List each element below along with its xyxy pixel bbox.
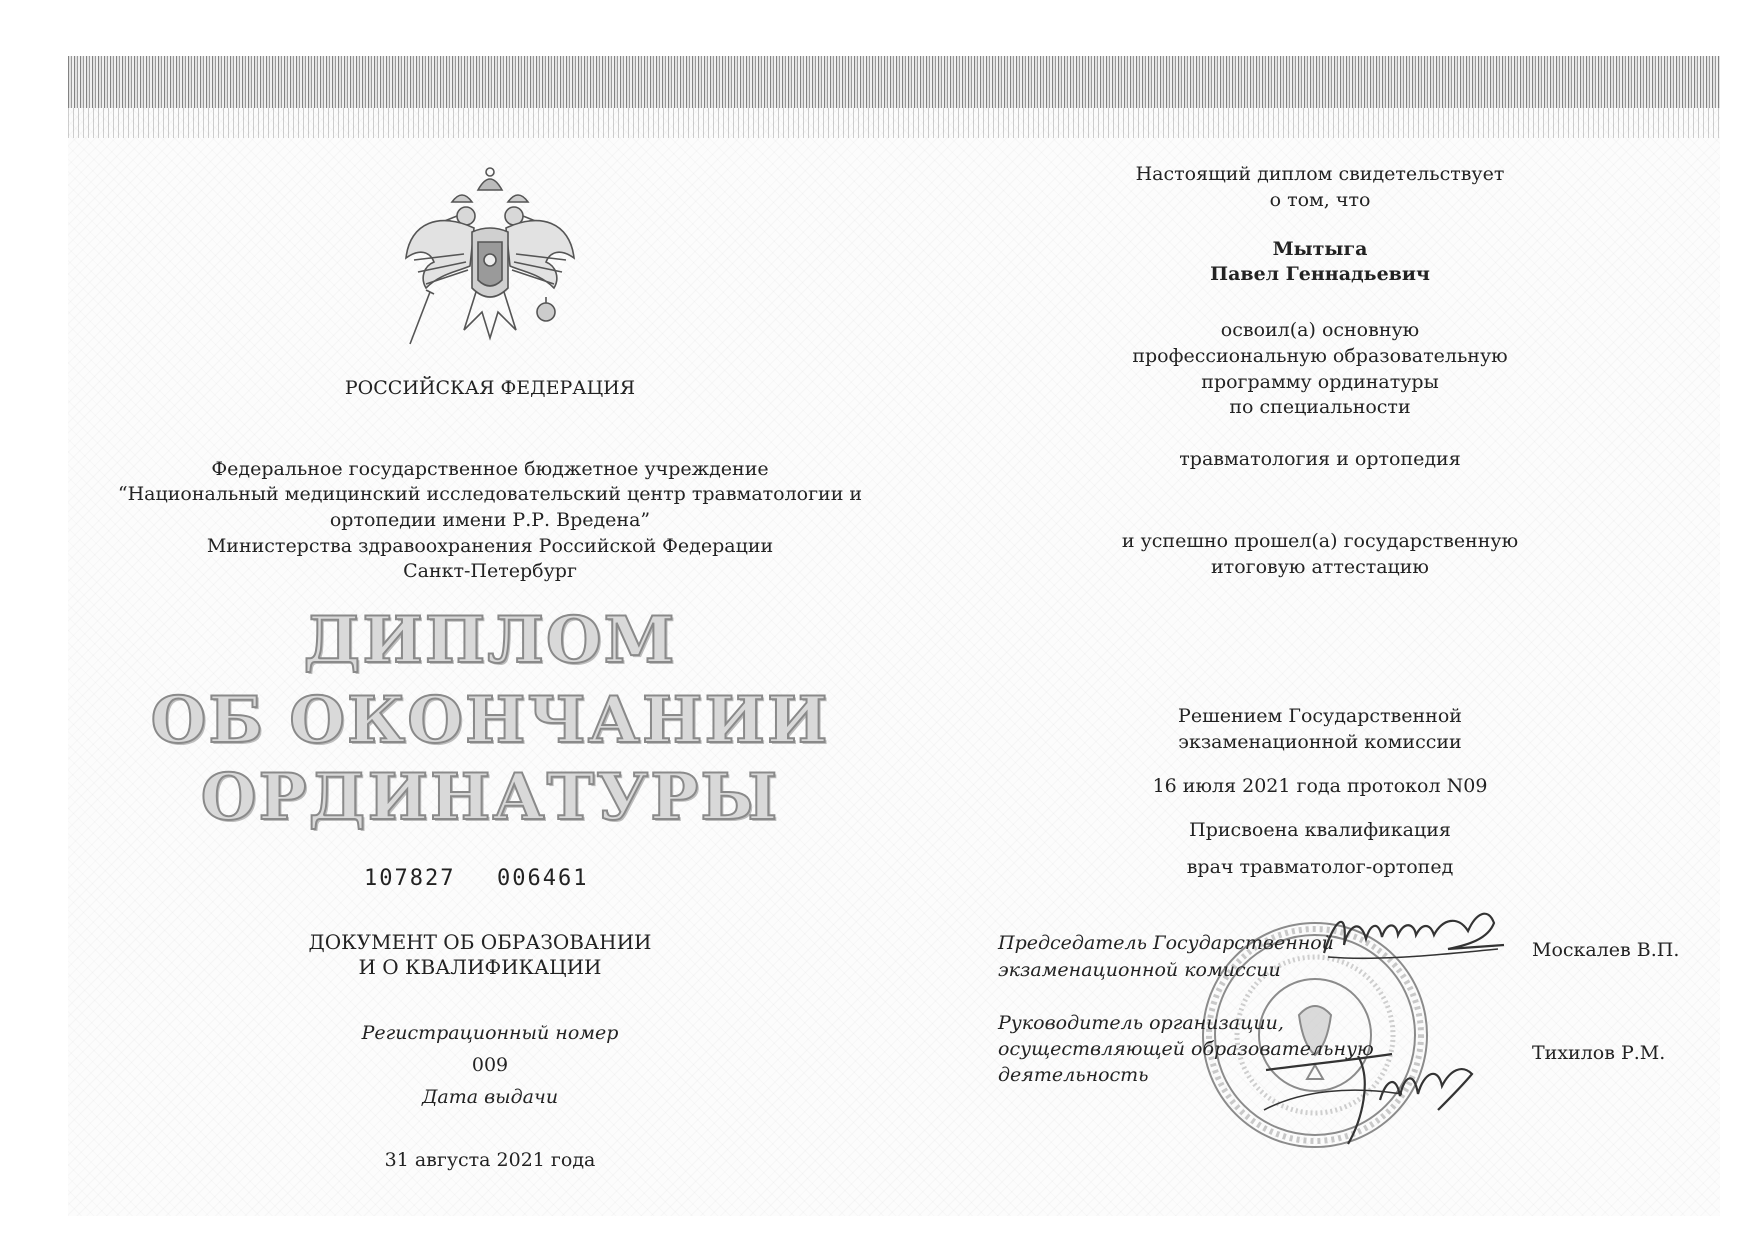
graduate-surname: Мытыга	[1272, 238, 1368, 260]
chair-name: Москалев В.П.	[1532, 939, 1680, 961]
qualification-label: Присвоена квалификация	[1189, 819, 1451, 841]
org-line-2: “Национальный медицинский исследовательский центр травматологии и	[117, 483, 863, 505]
doc-type-line-1: ДОКУМЕНТ ОБ ОБРАЗОВАНИИ	[308, 930, 652, 954]
chair-signature	[1318, 905, 1508, 975]
program-line-1: освоил(а) основную	[1220, 319, 1420, 341]
graduate-given-names: Павел Геннадьевич	[1210, 263, 1430, 285]
chair-line-1: Председатель Государственной	[998, 932, 1334, 954]
org-line-1: Федеральное государственное бюджетное учреждение	[211, 458, 769, 480]
qualification: врач травматолог-ортопед	[1186, 856, 1454, 878]
attestation-line-1: и успешно прошел(а) государственную	[1121, 530, 1519, 552]
head-line-3: деятельность	[998, 1064, 1149, 1086]
serial-series: 107827	[364, 866, 456, 891]
attestation-line-2: итоговую аттестацию	[1211, 556, 1429, 578]
title-line-1: ДИПЛОМ	[303, 603, 677, 678]
reg-number-label: Регистрационный номер	[361, 1022, 619, 1044]
issue-date-label: Дата выдачи	[421, 1086, 559, 1108]
decision-line-1: Решением Государственной	[1178, 705, 1462, 727]
title-line-2: ОБ ОКОНЧАНИИ	[150, 683, 830, 758]
title-line-3: ОРДИНАТУРЫ	[200, 760, 780, 835]
doc-type-line-2: И О КВАЛИФИКАЦИИ	[358, 955, 602, 979]
org-line-4: Министерства здравоохранения Российской Федерации	[206, 535, 774, 557]
decision-line-2: экзаменационной комиссии	[1178, 731, 1462, 753]
coat-of-arms-emblem	[400, 162, 580, 352]
org-line-5: Санкт-Петербург	[403, 560, 577, 582]
intro-line-2: о том, что	[1269, 189, 1371, 211]
country-name: РОССИЙСКАЯ ФЕДЕРАЦИЯ	[344, 377, 636, 399]
serial-number: 006461	[497, 866, 589, 891]
specialty: травматология и ортопедия	[1179, 448, 1461, 470]
program-line-2: профессиональную образовательную	[1132, 345, 1508, 367]
head-line-2: осуществляющей образовательную	[998, 1038, 1374, 1060]
security-pattern-fringe	[68, 108, 1720, 138]
reg-number: 009	[471, 1054, 509, 1076]
program-line-3: программу ординатуры	[1201, 371, 1439, 393]
head-line-1: Руководитель организации,	[998, 1012, 1284, 1034]
chair-line-2: экзаменационной комиссии	[998, 959, 1281, 981]
security-pattern-band	[68, 56, 1720, 108]
intro-line-1: Настоящий диплом свидетельствует	[1135, 163, 1505, 185]
org-line-3: ортопедии имени Р.Р. Вредена”	[329, 509, 651, 531]
issue-date: 31 августа 2021 года	[384, 1149, 596, 1171]
protocol: 16 июля 2021 года протокол N09	[1152, 775, 1488, 797]
head-name: Тихилов Р.М.	[1532, 1042, 1666, 1064]
program-line-4: по специальности	[1229, 396, 1411, 418]
